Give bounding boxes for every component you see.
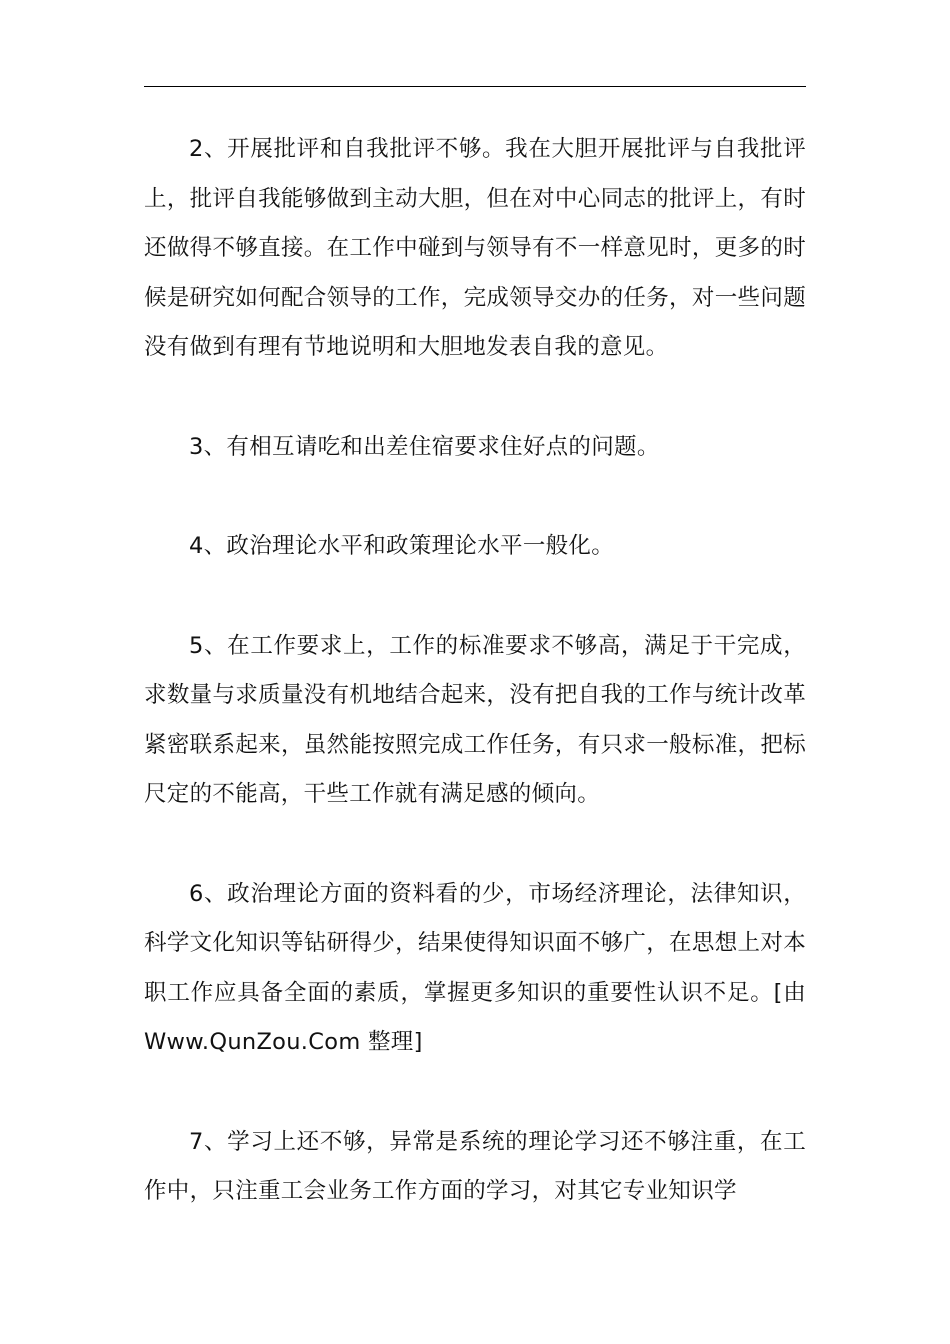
paragraph-item-5: 5、在工作要求上，工作的标准要求不够高，满足于干完成，求数量与求质量没有机地结合起来，没有把自我的工作与统计改革紧密联系起来，虽然能按照完成工作任务，有只求一般标准，把标尺定的不能高，干些工作就有满足感的倾向。 (144, 632, 806, 807)
paragraph-item-3: 3、有相互请吃和出差住宿要求住好点的问题。 (189, 433, 660, 460)
header-rule (144, 86, 806, 87)
paragraph-gap (144, 572, 806, 622)
paragraph-item-4: 4、政治理论水平和政策理论水平一般化。 (189, 533, 615, 559)
paragraph-gap (144, 820, 806, 870)
paragraph-item-7: 7、学习上还不够，异常是系统的理论学习还不够注重，在工作中，只注重工会业务工作方面的学习，对其它专业知识学 (144, 1128, 806, 1204)
paragraph-gap (144, 472, 806, 522)
paragraph-gap (144, 373, 806, 423)
paragraph-item-2: 2、开展批评和自我批评不够。我在大胆开展批评与自我批评上，批评自我能够做到主动大胆，但在对中心同志的批评上，有时还做得不够直接。在工作中碰到与领导有不一样意见时，更多的时候是研究如何配合领导的工作，完成领导交办的任务，对一些问题没有做到有理有节地说明和大胆地发表自我的意见。 (144, 136, 806, 360)
paragraph-gap (144, 1068, 806, 1118)
document-body (144, 125, 806, 1217)
paragraph-item-6: 6、政治理论方面的资料看的少，市场经济理论，法律知识，科学文化知识等钻研得少，结果使得知识面不够广，在思想上对本职工作应具备全面的素质，掌握更多知识的重要性认识不足。[由 Www.QunZou.Com 整理] (144, 880, 806, 1055)
